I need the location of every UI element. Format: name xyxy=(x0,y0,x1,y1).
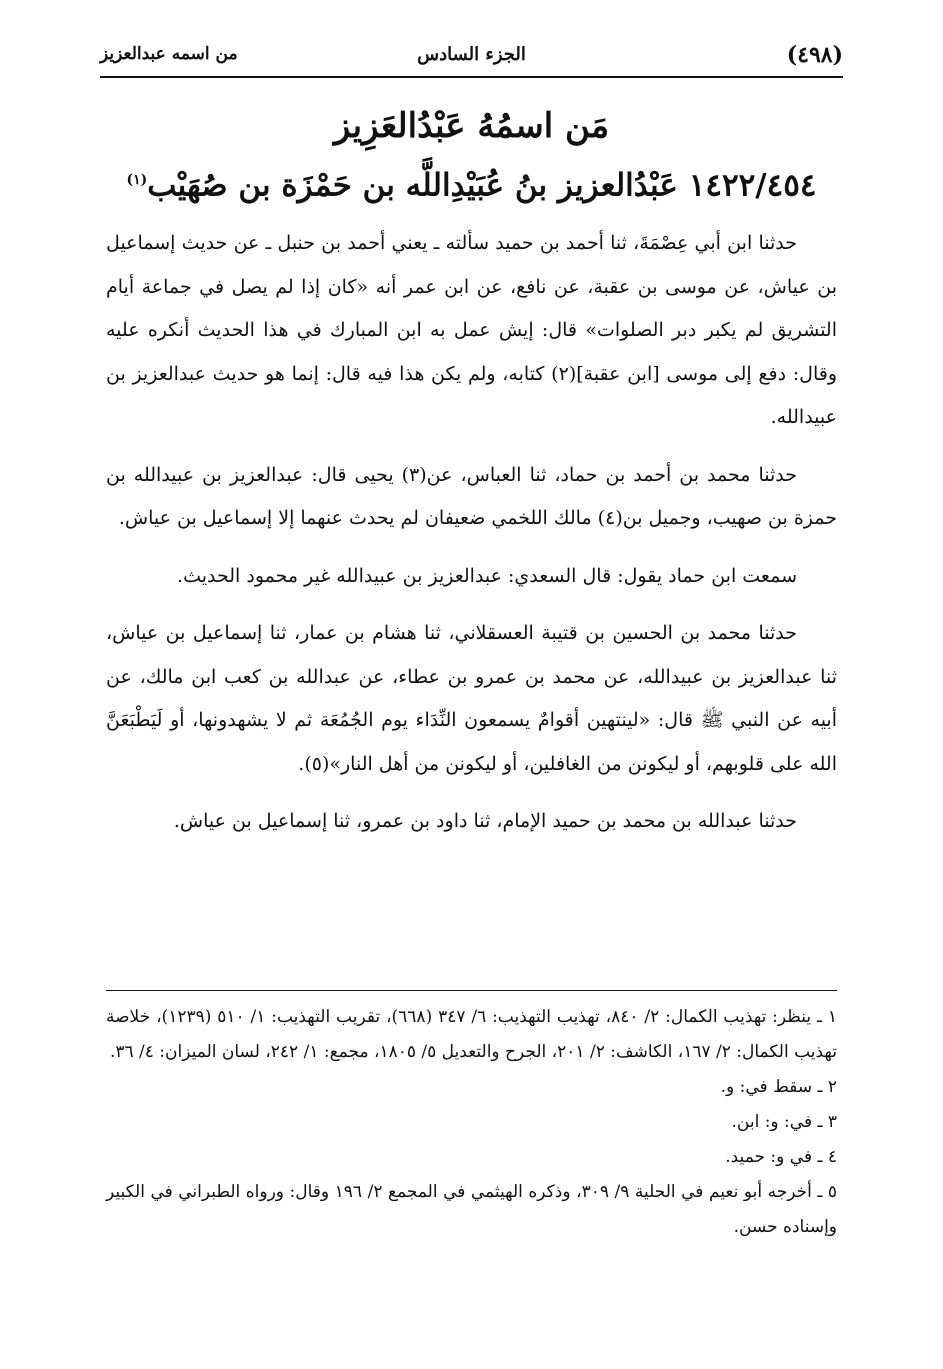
entry-heading xyxy=(100,160,843,205)
footnote-ref-1: (١) xyxy=(126,172,148,188)
running-header xyxy=(100,40,843,70)
footnote-1: ١ ـ ينظر: تهذيب الكمال: ٢/ ٨٤٠، تهذيب التهذيب: ٦/ ٣٤٧ (٦٦٨)، تقريب التهذيب: ١/ ٥١٠ (١٢٣٩)، خلاصة تهذيب الكمال: ٢/ ١٦٧، الكاشف: ٢/ ٢٠١، الجرح والتعديل ٥/ ١٨٠٥، مجمع: ١/ ٢٤٢، لسان الميزان: ٤/ ٣٦. xyxy=(106,1007,837,1062)
footnote-divider xyxy=(106,990,837,991)
footnotes xyxy=(106,1000,837,1245)
header-divider xyxy=(100,76,843,78)
running-chapter-title: من اسمه عبدالعزيز xyxy=(100,44,238,64)
footnote-2: ٢ ـ سقط في: و. xyxy=(720,1077,837,1097)
chapter-title: مَن اسمُهُ عَبْدُالعَزِيز xyxy=(333,106,610,146)
paragraph-1: حدثنا ابن أبي عِصْمَةَ، ثنا أحمد بن حميد سألته ـ يعني أحمد بن حنبل ـ عن حديث إسماعيل بن عياش، عن موسى بن عقبة، عن نافع، عن ابن عمر أنه «كان إذا لم يصل في جماعة أيام التشريق لم يكبر دبر الصلوات» قال: إيش عمل به ابن المبارك في هذا الحديث أنكره عليه وقال: دفع إلى موسى [ابن عقبة](٢) كتابه، ولم يكن هذا فيه قال: إنما هو حديث عبدالعزيز بن عبيدالله. xyxy=(106,232,837,428)
footnote-4: ٤ ـ في و: حميد. xyxy=(725,1147,837,1167)
footnote-5: ٥ ـ أخرجه أبو نعيم في الحلية ٩/ ٣٠٩، وذكره الهيثمي في المجمع ٢/ ١٩٦ وقال: ورواه الطبراني في الكبير وإسناده حسن. xyxy=(106,1182,837,1237)
footnote-3: ٣ ـ في: و: ابن. xyxy=(731,1112,837,1132)
paragraph-5: حدثنا عبدالله بن محمد بن حميد الإمام، ثنا داود بن عمرو، ثنا إسماعيل بن عياش. xyxy=(173,810,797,832)
paragraph-3: سمعت ابن حماد يقول: قال السعدي: عبدالعزيز بن عبيدالله غير محمود الحديث. xyxy=(177,564,797,587)
body-text xyxy=(106,222,837,844)
paragraph-2: حدثنا محمد بن أحمد بن حماد، ثنا العباس، عن(٣) يحيى قال: عبدالعزيز بن عبيدالله بن حمزة بن صهيب، وجميل بن(٤) مالك اللخمي ضعيفان لم يحدث عنهما إلا إسماعيل بن عياش. xyxy=(106,463,837,529)
volume-label: الجزء السادس xyxy=(417,44,526,65)
page-number: (٤٩٨) xyxy=(786,42,843,68)
entry-heading-text: ١٤٢٢/٤٥٤ عَبْدُالعزيز بنُ عُبَيْدِاللَّه بن حَمْزَة بن صُهَيْب xyxy=(147,167,817,204)
paragraph-4: حدثنا محمد بن الحسين بن قتيبة العسقلاني، ثنا هشام بن عمار، ثنا إسماعيل بن عياش، ثنا عبدالعزيز بن عبيدالله، عن محمد بن عمرو بن عطاء، عن عبدالله بن كعب ابن مالك، عن أبيه عن النبي ﷺ قال: «لينتهين أقوامٌ يسمعون النِّدَاء يوم الجُمُعَة ثم لا يشهدونها، أو لَيَطْبَعَنَّ الله على قلوبهم، أو ليكونن من الغافلين، أو ليكونن من أهل النار»(٥). xyxy=(106,622,837,775)
